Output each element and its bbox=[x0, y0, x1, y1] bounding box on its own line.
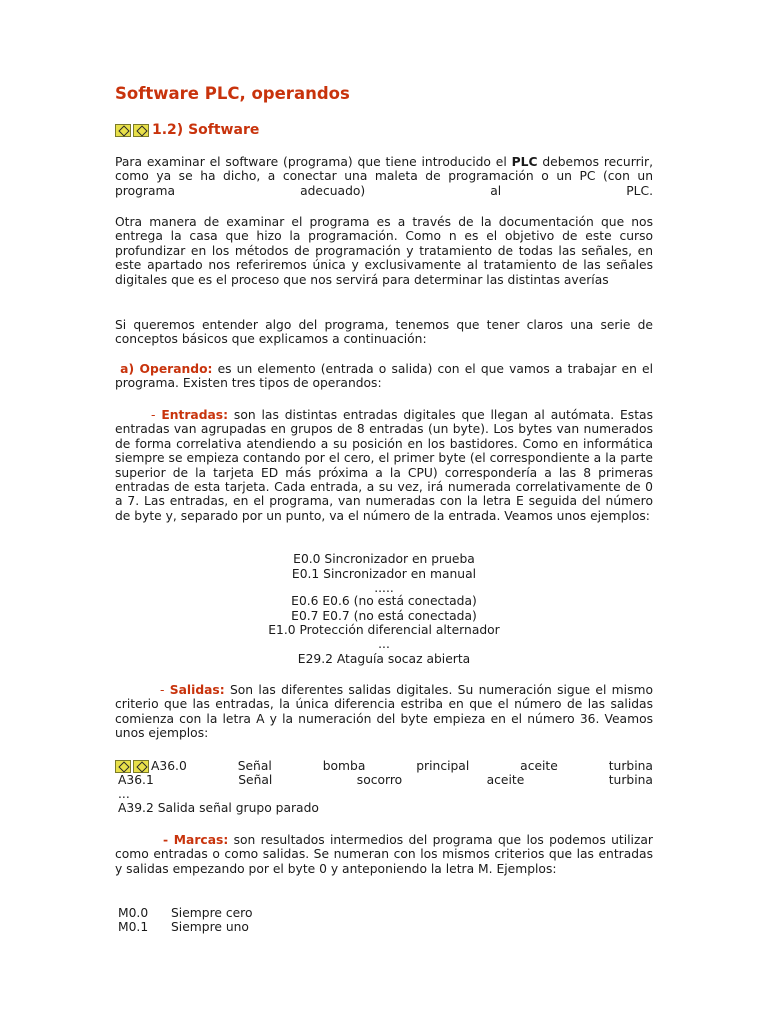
salidas-row-4: A39.2 Salida señal grupo parado bbox=[118, 801, 319, 815]
entradas-example-3: E0.6 E0.6 (no está conectada) bbox=[291, 594, 477, 608]
dash: - bbox=[151, 408, 162, 422]
paragraph-intro bbox=[115, 155, 653, 213]
text: debemos recurrir, como ya se ha dicho, a conectar una maleta de programación o un PC (con un programa adecuado) al PLC. bbox=[115, 155, 654, 198]
cell: aceite bbox=[486, 773, 525, 787]
text: son las distintas entradas digitales que llegan al autómata. Estas entradas van agrupadas en grupos de 8 entradas (un byte). Los bytes van numerados de forma correlativa atendiendo a su posición en los bastidores. Como en informática siempre se empieza contando por el cero, el primer byte (el correspondiente a la parte superior de la tarjeta ED más próxima a la CPU) correspondería a las 8 primeras entradas de esta tarjeta. Cada entrada, a su vez, irá numerada correlativamente de 0 a 7. Las entradas, en el programa, van numeradas con la letra E seguida del número de byte y, separado por un punto, va el número de la entrada. Veamos unos ejemplos: bbox=[115, 408, 653, 523]
paragraph-documentation: Otra manera de examinar el programa es a través de la documentación que nos entrega la casa que hizo la programación. Como n es el objetivo de este curso profundizar en los métodos de programación y tratamiento de todas las señales, en este apartado nos referiremos única y exclusivamente al tratamiento de las señales digitales que es el proceso que nos servirá para determinar las distintas averías bbox=[115, 215, 653, 287]
salidas-row-3: ... bbox=[118, 787, 130, 801]
label: Siempre cero bbox=[171, 906, 253, 920]
marcas-example-1 bbox=[118, 920, 249, 934]
entradas-term: Entradas: bbox=[161, 408, 229, 422]
paragraph-operando bbox=[115, 362, 653, 391]
cell: socorro bbox=[356, 773, 403, 787]
section-label: 1.2) Software bbox=[152, 122, 260, 138]
paragraph-entradas bbox=[115, 408, 653, 523]
entradas-example-5: E1.0 Protección diferencial alternador bbox=[268, 623, 500, 637]
cell: principal bbox=[416, 759, 470, 773]
text: Para examinar el software (programa) que tiene introducido el bbox=[115, 155, 512, 169]
code: M0.1 bbox=[118, 920, 149, 934]
entradas-example-0: E0.0 Sincronizador en prueba bbox=[293, 552, 475, 566]
label: Siempre uno bbox=[171, 920, 249, 934]
entradas-example-4: E0.7 E0.7 (no está conectada) bbox=[291, 609, 477, 623]
cell: bomba bbox=[322, 759, 366, 773]
entradas-example-6: ... bbox=[378, 637, 390, 651]
cell: aceite bbox=[520, 759, 558, 773]
text: son resultados intermedios del programa que los podemos utilizar como entradas o como salidas. Se numeran con los mismos criterios que las entradas y salidas empezando por el byte 0 y anteponiendo la letra M. Ejemplos: bbox=[115, 833, 653, 876]
entradas-example-7: E29.2 Ataguía socaz abierta bbox=[297, 652, 471, 666]
cell: Señal bbox=[237, 759, 272, 773]
plc-bold: PLC bbox=[511, 155, 538, 169]
bookmark-icon[interactable] bbox=[115, 760, 131, 773]
paragraph-marcas bbox=[115, 833, 653, 876]
salidas-row-1 bbox=[115, 759, 653, 773]
bookmark-icon[interactable] bbox=[133, 124, 149, 137]
code: M0.0 bbox=[118, 906, 149, 920]
paragraph-salidas bbox=[115, 683, 653, 741]
text: Son las diferentes salidas digitales. Su numeración sigue el mismo criterio que las entradas, la única diferencia estriba en que el número de las salidas comienza con la letra A y la numeración del byte empieza en el número 36. Veamos unos ejemplos: bbox=[115, 683, 653, 741]
bookmark-icon[interactable] bbox=[133, 760, 149, 773]
entradas-example-2: ..... bbox=[374, 581, 394, 595]
dash: - bbox=[160, 683, 170, 697]
paragraph-concepts: Si queremos entender algo del programa, tenemos que tener claros una serie de conceptos básicos que explicamos a continuación: bbox=[115, 318, 653, 347]
marcas-example-0 bbox=[118, 906, 252, 920]
bookmark-icon[interactable] bbox=[115, 124, 131, 137]
salidas-row-2 bbox=[118, 773, 653, 787]
text: es un elemento (entrada o salida) con el que vamos a trabajar en el programa. Existen tres tipos de operandos: bbox=[115, 362, 653, 391]
cell: turbina bbox=[608, 759, 653, 773]
section-heading bbox=[115, 121, 259, 139]
cell: turbina bbox=[608, 773, 653, 787]
marcas-term: - Marcas: bbox=[163, 833, 229, 847]
operando-term: a) Operando: bbox=[120, 362, 213, 376]
salidas-term: Salidas: bbox=[169, 683, 225, 697]
page-title: Software PLC, operandos bbox=[115, 84, 350, 103]
code: A36.0 bbox=[151, 759, 187, 773]
code: A36.1 bbox=[118, 773, 154, 787]
cell: Señal bbox=[238, 773, 273, 787]
entradas-example-1: E0.1 Sincronizador en manual bbox=[291, 567, 477, 581]
